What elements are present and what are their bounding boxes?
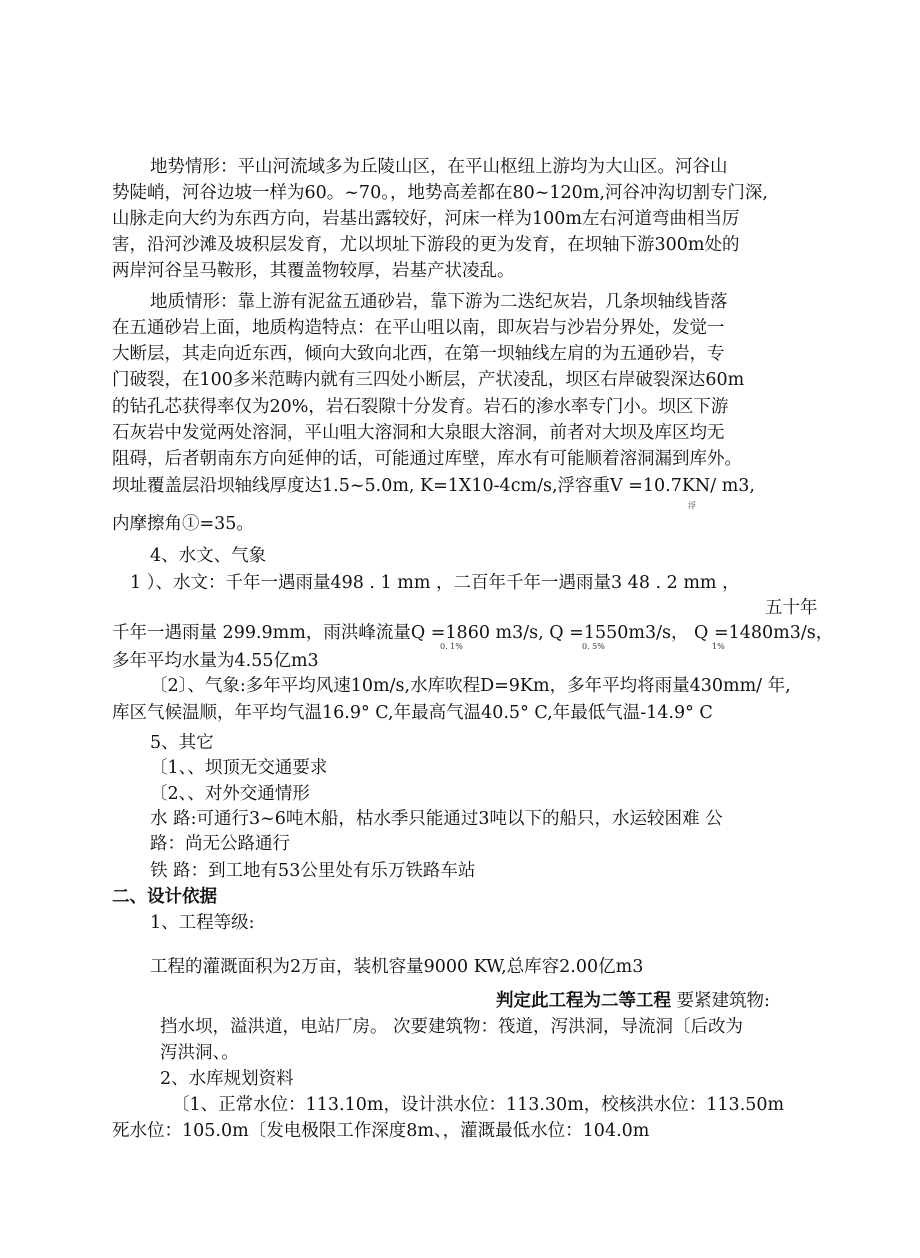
design-1-conclusion (496, 990, 770, 1012)
p1-line-5: 两岸河谷呈马鞍形，其覆盖物较厚，岩基产状凌乱。 (112, 261, 515, 281)
section-heading-design-basis: 二、设计依据 (112, 887, 217, 907)
project-grade-bold: 判定此工程为二等工程 (496, 991, 671, 1011)
subscript-q-1: 1% (712, 642, 725, 651)
friction-angle-line: 内摩擦角①=35。 (112, 514, 254, 534)
railway-line: 铁 路：到工地有53公里处有乐万铁路车站 (150, 861, 476, 881)
p2-line-1: 地质情形：靠上游有泥盆五通砂岩，靠下游为二迭纪灰岩，几条坝轴线皆落 (150, 292, 728, 312)
climate-line-2: 库区气候温顺，年平均气温16.9° C,年最高气温40.5° C,年最低气温-14.9° C (112, 703, 713, 723)
design-2-line-2: 死水位：105.0m〔发电极限工作深度8m、，灌溉最低水位：104.0m (112, 1121, 650, 1141)
p2-line-8: 坝址覆盖层沿坝轴线厚度达1.5~5.0m, K=1X10-4cm/s,浮容重V =10.7KN/ m3, (112, 476, 755, 496)
section-5-title: 5、其它 (150, 733, 214, 753)
waterway-line-1: 水 路:可通行3~6吨木船，枯水季只能通过3吨以下的船只，水运较困难 公 (150, 809, 723, 829)
p1-line-1: 地势情形：平山河流域多为丘陵山区，在平山枢纽上游均为大山区。河谷山 (150, 157, 728, 177)
p2-line-4: 门破裂，在100多米范畴内就有三四处小断层，产状凌乱，坝区右岸破裂深达60m (112, 370, 745, 390)
hydrology-line-3: 多年平均水量为4.55亿m3 (112, 651, 319, 671)
design-1-line-3: 泻洪洞、。 (160, 1043, 239, 1063)
section-4-title: 4、水文、气象 (150, 546, 267, 566)
p1-line-2: 势陡峭，河谷边坡一样为60。~70。，地势高差都在80~120m,河谷冲沟切割专门深, (112, 183, 768, 203)
design-1-text: 工程的灌溉面积为2万亩，装机容量9000 KW,总库容2.00亿m3 (150, 957, 644, 977)
p2-line-6: 石灰岩中发觉两处溶洞，平山咀大溶洞和大泉眼大溶洞，前者对大坝及库区均无 (112, 423, 725, 443)
subscript-q-0-5: 0. 5% (582, 642, 605, 651)
main-buildings-label: 要紧建筑物: (671, 991, 770, 1011)
p2-line-5: 的钻孔芯获得率仅为20%，岩石裂隙十分发育。岩石的渗水率专门小。坝区下游 (112, 397, 729, 417)
waterway-line-2: 路：尚无公路通行 (150, 834, 290, 854)
section-5-item-2: 〔2、、对外交通情形 (150, 784, 310, 804)
design-1-line-2: 挡水坝，溢洪道，电站厂房。 次要建筑物：筏道，泻洪洞，导流洞〔后改为 (160, 1017, 744, 1037)
design-1-title: 1、工程等级: (150, 913, 255, 933)
hydrology-line-2: 千年一遇雨量 299.9mm，雨洪峰流量Q =1860 m3/s, Q =1550m3/s， Q =1480m3/s， (112, 623, 834, 643)
p1-line-3: 山脉走向大约为东西方向，岩基出露较好，河床一样为100m左右河道弯曲相当厉 (112, 209, 740, 229)
design-2-title: 2、水库规划资料 (160, 1069, 294, 1089)
design-2-line-1: 〔1、正常水位：113.10m，设计洪水位：113.30m，校核洪水位：113.50m (172, 1095, 785, 1115)
hydrology-line-1-tail: 五十年 (765, 598, 818, 618)
subscript-fu: 浮 (688, 501, 696, 510)
section-5-item-1: 〔1、、坝顶无交通要求 (150, 758, 328, 778)
p2-line-2: 在五通砂岩上面，地质构造特点：在平山咀以南，即灰岩与沙岩分界处，发觉一 (112, 318, 725, 338)
subscript-q-0-1: 0. 1% (440, 642, 463, 651)
p2-line-3: 大断层，其走向近东西，倾向大致向北西，在第一坝轴线左肩的为五通砂岩，专 (112, 344, 725, 364)
climate-line-1: 〔2〕、气象:多年平均风速10m/s,水库吹程D=9Km，多年平均将雨量430mm/ 年, (150, 676, 791, 696)
p2-line-7: 阻碍，后者朝南东方向延伸的话，可能通过库壁，库水有可能顺着溶洞漏到库外。 (112, 449, 742, 469)
p1-line-4: 害，沿河沙滩及坡积层发育，尤以坝址下游段的更为发育，在坝轴下游300m处的 (112, 235, 740, 255)
hydrology-line-1: 1 ）、水文：千年一遇雨量498 . 1 mm ，二百年千年一遇雨量3 48 . 2 mm ， (130, 573, 740, 593)
